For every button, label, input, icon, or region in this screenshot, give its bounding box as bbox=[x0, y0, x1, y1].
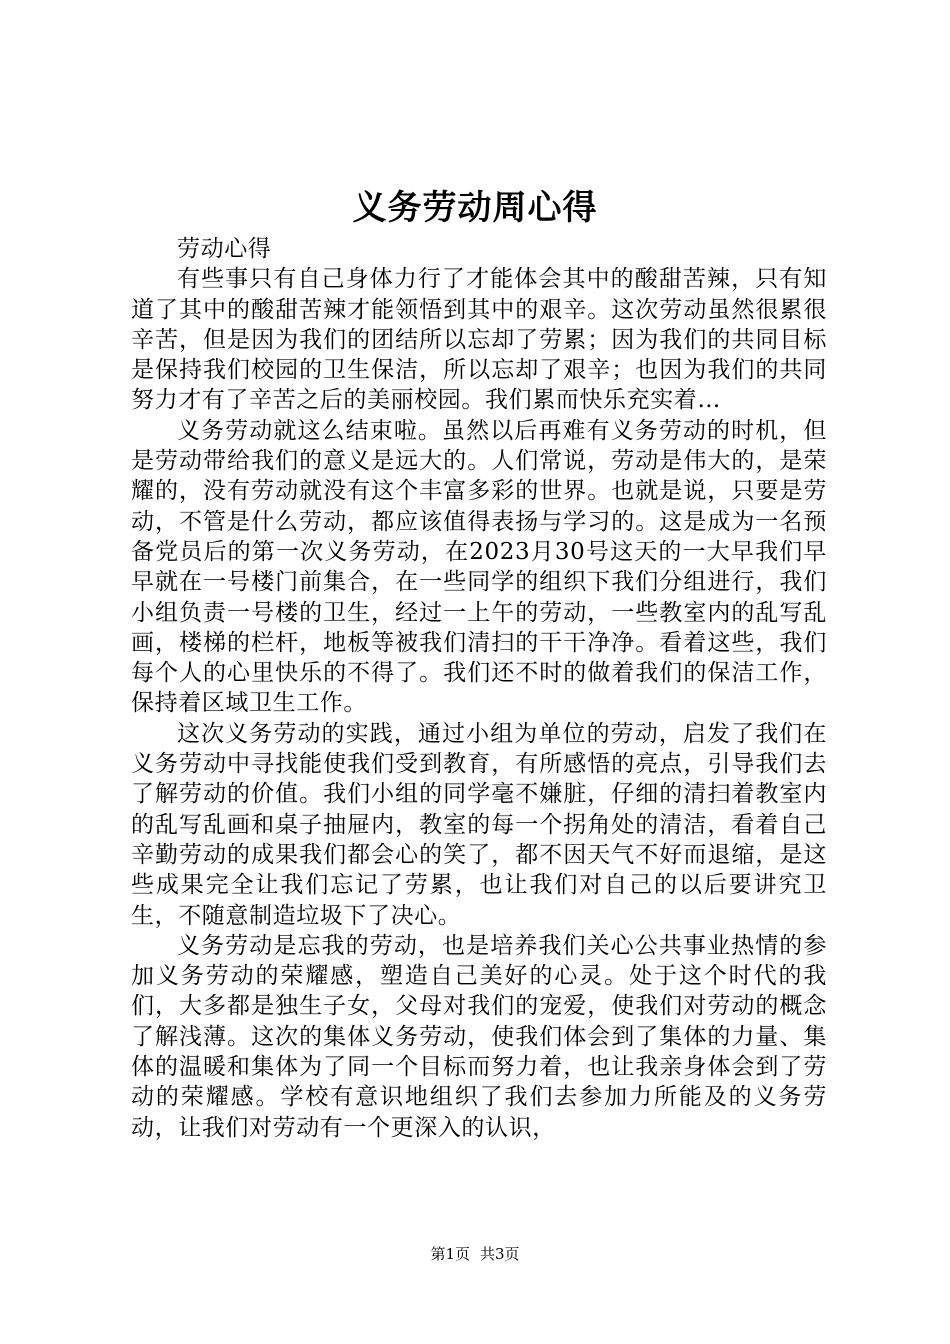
paragraph-4: 义务劳动是忘我的劳动，也是培养我们关心公共事业热情的参加义务劳动的荣耀感，塑造自己美好的心灵。处于这个时代的我们，大多都是独生子女，父母对我们的宠爱，使我们对劳动的概念了解浅薄。这次的集体义务劳动，使我们体会到了集体的力量、集体的温暖和集体为了同一个目标而努力着，也让我亲身体会到了劳动的荣耀感。学校有意识地组织了我们去参加力所能及的义务劳动，让我们对劳动有一个更深入的认识， bbox=[131, 932, 827, 1141]
page-total: 共3页 bbox=[480, 1245, 520, 1263]
document-body bbox=[131, 234, 827, 1143]
paragraph-3: 这次义务劳动的实践，通过小组为单位的劳动，启发了我们在义务劳动中寻找能使我们受到教育，有所感悟的亮点，引导我们去了解劳动的价值。我们小组的同学毫不嫌脏，仔细的清扫着教室内的乱写乱画和桌子抽屉内，教室的每一个拐角处的清洁，看着自己辛勤劳动的成果我们都会心的笑了，都不因天气不好而退缩，是这些成果完全让我们忘记了劳累，也让我们对自己的以后要讲究卫生，不随意制造垃圾下了决心。 bbox=[131, 720, 827, 929]
document-title: 义务劳动周心得 bbox=[352, 188, 598, 228]
page-footer bbox=[0, 1244, 950, 1264]
paragraph-2: 义务劳动就这么结束啦。虽然以后再难有义务劳动的时机，但是劳动带给我们的意义是远大的。人们常说，劳动是伟大的，是荣耀的，没有劳动就没有这个丰富多彩的世界。也就是说，只要是劳动，不管是什么劳动，都应该值得表扬与学习的。这是成为一名预备党员后的第一次义务劳动，在2023月30号这天的一大早我们早早就在一号楼门前集合，在一些同学的组织下我们分组进行，我们小组负责一号楼的卫生，经过一上午的劳动，一些教室内的乱写乱画，楼梯的栏杆，地板等被我们清扫的干干净净。看着这些，我们每个人的心里快乐的不得了。我们还不时的做着我们的保洁工作，保持着区域卫生工作。 bbox=[131, 417, 827, 717]
page-number: 第1页 bbox=[430, 1245, 470, 1263]
paragraph-1: 有些事只有自己身体力行了才能体会其中的酸甜苦辣，只有知道了其中的酸甜苦辣才能领悟到其中的艰辛。这次劳动虽然很累很辛苦，但是因为我们的团结所以忘却了劳累；因为我们的共同目标是保持我们校园的卫生保洁，所以忘却了艰辛；也因为我们的共同努力才有了辛苦之后的美丽校园。我们累而快乐充实着… bbox=[131, 266, 827, 414]
subheading: 劳动心得 bbox=[177, 236, 272, 262]
